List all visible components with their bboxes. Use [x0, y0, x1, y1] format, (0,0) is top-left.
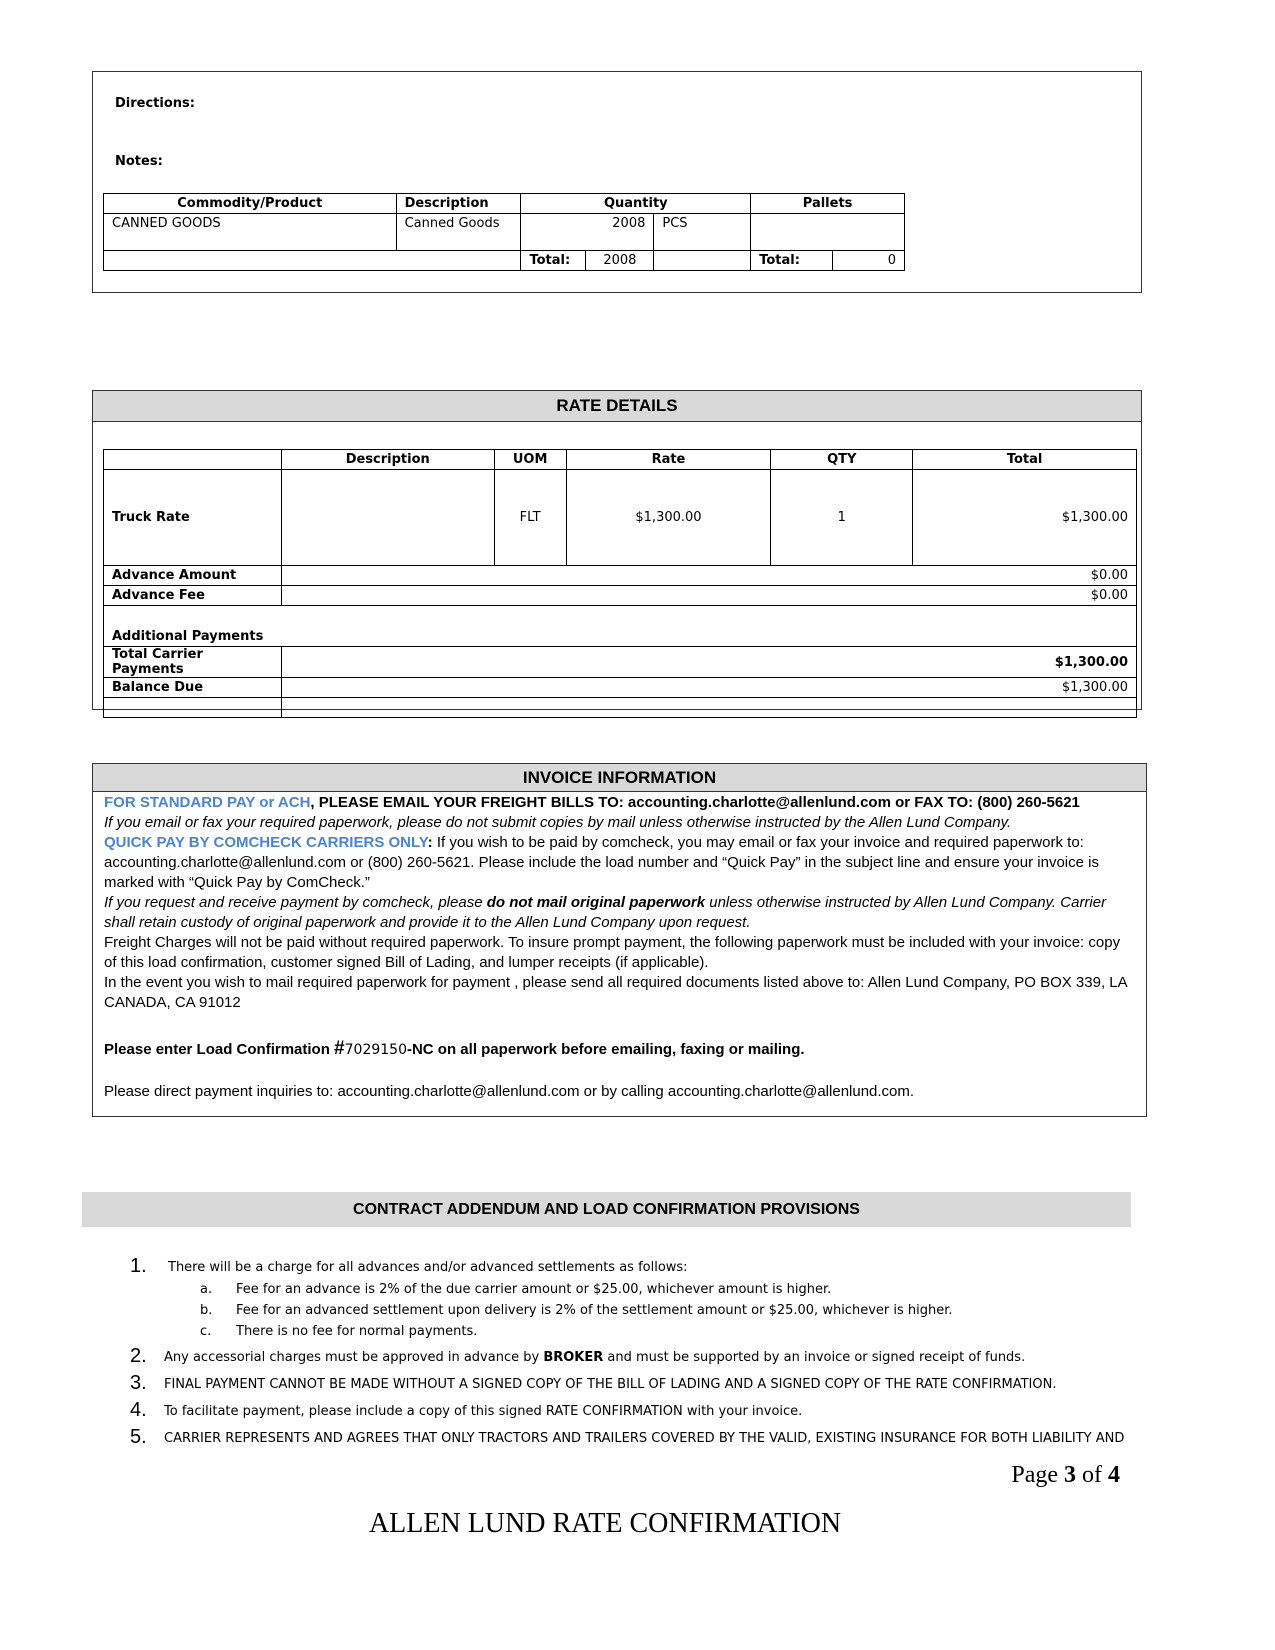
document-title: ALLEN LUND RATE CONFIRMATION — [368, 1508, 842, 1539]
page-word: Page — [1011, 1462, 1058, 1488]
advance-amount-label: Advance Amount — [104, 566, 282, 586]
advance-fee-label: Advance Fee — [104, 586, 282, 606]
provision-1c-letter: c. — [200, 1324, 212, 1339]
freight-charges: Freight Charges will not be paid without required paperwork. To insure prompt payment, the following paperwork must be included with your invoice: copy of this load confirmation, customer signed Bill of Lading, and lumper receipts (if applicable). — [104, 934, 1121, 971]
provision-4-text: To facilitate payment, please include a copy of this signed RATE CONFIRMATION with your invoice. — [164, 1404, 803, 1419]
rate-header-blank — [104, 450, 282, 470]
page-current: 3 — [1064, 1462, 1076, 1488]
rate-header-total: Total — [913, 450, 1137, 470]
rate-details-title: RATE DETAILS — [93, 391, 1141, 422]
directions-label: Directions: — [115, 96, 195, 111]
provision-number-5: 5. — [130, 1426, 147, 1448]
header-description: Description — [396, 194, 521, 214]
page-total: 4 — [1108, 1462, 1120, 1488]
page-number — [1011, 1462, 1120, 1489]
row-description: Canned Goods — [396, 214, 521, 251]
quantity-total-value: 2008 — [586, 251, 654, 271]
truck-rate-uom: FLT — [494, 470, 566, 566]
mail-address: In the event you wish to mail required paperwork for payment , please send all required documents listed above to: Allen Lund Company, PO BOX 339, LA CANADA, CA 91012 — [104, 974, 1127, 1011]
provision-1-text: There will be a charge for all advances and/or advanced settlements as follows: — [168, 1260, 688, 1275]
provision-1a-letter: a. — [200, 1282, 213, 1297]
provisions-title: CONTRACT ADDENDUM AND LOAD CONFIRMATION PROVISIONS — [82, 1192, 1131, 1227]
load-confirmation-line — [104, 1039, 1134, 1060]
advance-fee-value: $0.00 — [281, 586, 1136, 606]
comcheck-note-a: If you request and receive payment by comcheck, please — [104, 894, 487, 911]
provision-1b-text: Fee for an advanced settlement upon delivery is 2% of the settlement amount or $25.00, whichever is higher. — [236, 1303, 953, 1318]
row-quantity: 2008 — [521, 214, 654, 251]
rate-header-rate: Rate — [566, 450, 771, 470]
provision-5-text: CARRIER REPRESENTS AND AGREES THAT ONLY TRACTORS AND TRAILERS COVERED BY THE VALID, EXISTING INSURANCE FOR BOTH LIABILITY AND — [164, 1431, 1125, 1446]
quantity-total-blank — [654, 251, 751, 271]
provision-number-2: 2. — [130, 1345, 147, 1367]
provision-1a-text: Fee for an advance is 2% of the due carrier amount or $25.00, whichever amount is higher. — [236, 1282, 832, 1297]
provision-2-bold: BROKER — [543, 1350, 604, 1365]
load-conf-b: -NC on all paperwork before emailing, faxing or mailing. — [406, 1041, 805, 1058]
standard-pay-line — [104, 793, 1134, 813]
truck-rate-description — [281, 470, 494, 566]
header-commodity: Commodity/Product — [104, 194, 397, 214]
comcheck-note-bold: do not mail original paperwork — [486, 894, 706, 911]
row-commodity: CANNED GOODS — [104, 214, 397, 251]
provision-2-b: and must be supported by an invoice or signed receipt of funds. — [603, 1350, 1026, 1365]
provision-2-a: Any accessorial charges must be approved in advance by — [164, 1350, 544, 1365]
total-carrier-payments-value: $1,300.00 — [281, 647, 1136, 678]
quick-pay-line: QUICK PAY BY COMCHECK CARRIERS ONLY: If you wish to be paid by comcheck, you may email or fax your invoice and required paperwork to: accounting.charlotte@allenlund.com or (800) 260-5621. Please include the load number and “Quick Pay” in the subject line and ensure your invoice is marked with “Quick Pay by ComCheck.” — [104, 834, 1099, 891]
comcheck-note-b: unless otherwise instructed by Allen Lund Company. Carrier shall retain custody of original paperwork and provide it to the Allen Lund Company upon request. — [104, 894, 1107, 931]
standard-pay-label: FOR STANDARD PAY or ACH — [104, 794, 311, 811]
notes-label: Notes: — [115, 154, 163, 169]
total-carrier-payments-label: Total Carrier Payments — [104, 647, 282, 678]
balance-due-value: $1,300.00 — [281, 678, 1136, 698]
payment-inquiries: Please direct payment inquiries to: accounting.charlotte@allenlund.com or by calling accounting.charlotte@allenlund.com. — [104, 1083, 915, 1100]
invoice-body — [104, 793, 1134, 1102]
rate-header-uom: UOM — [494, 450, 566, 470]
rate-header-qty: QTY — [771, 450, 913, 470]
quick-pay-text: If you wish to be paid by comcheck, you may email or fax your invoice and required paperwork to: accounting.charlotte@allenlund.com or (800) 260-5621. Please include the load number and “Quick Pay” in the subject line and ensure your invoice is marked with “Quick Pay by ComCheck.” — [104, 834, 1099, 891]
truck-rate-qty: 1 — [771, 470, 913, 566]
truck-rate-rate: $1,300.00 — [566, 470, 771, 566]
load-conf-a: Please enter Load Confirmation — [104, 1041, 335, 1058]
pallets-total-value: 0 — [833, 251, 905, 271]
load-conf-number: 7029150 — [344, 1042, 407, 1058]
invoice-title: INVOICE INFORMATION — [93, 764, 1146, 792]
header-quantity: Quantity — [521, 194, 751, 214]
truck-rate-label: Truck Rate — [104, 470, 282, 566]
header-pallets: Pallets — [751, 194, 905, 214]
standard-pay-text: , PLEASE EMAIL YOUR FREIGHT BILLS TO: accounting.charlotte@allenlund.com or FAX TO: (800) 260-5621 — [310, 794, 1080, 811]
provision-number-3: 3. — [130, 1372, 147, 1394]
advance-amount-value: $0.00 — [281, 566, 1136, 586]
empty-row-value — [281, 698, 1136, 718]
rate-header-description: Description — [281, 450, 494, 470]
additional-payments-label: Additional Payments — [104, 606, 1137, 647]
pallets-total-label: Total: — [751, 251, 833, 271]
rate-table — [103, 449, 1137, 718]
balance-due-label: Balance Due — [104, 678, 282, 698]
row-pallets — [751, 214, 905, 251]
provision-number-4: 4. — [130, 1399, 147, 1421]
quantity-total-label: Total: — [521, 251, 586, 271]
empty-row-label — [104, 698, 282, 718]
provision-3-text: FINAL PAYMENT CANNOT BE MADE WITHOUT A SIGNED COPY OF THE BILL OF LADING AND A SIGNED COPY OF THE RATE CONFIRMATION. — [164, 1377, 1057, 1392]
truck-rate-total: $1,300.00 — [913, 470, 1137, 566]
provision-number-1: 1. — [130, 1255, 147, 1277]
quick-pay-label: QUICK PAY BY COMCHECK CARRIERS ONLY — [104, 834, 428, 851]
provision-1c-text: There is no fee for normal payments. — [236, 1324, 478, 1339]
provision-1b-letter: b. — [200, 1303, 213, 1318]
provision-2-text — [164, 1350, 1025, 1365]
comcheck-note — [104, 893, 1134, 933]
page-of: of — [1082, 1462, 1102, 1488]
total-spacer — [104, 251, 521, 271]
commodity-table — [103, 193, 905, 271]
row-unit: PCS — [654, 214, 751, 251]
mail-note: If you email or fax your required paperwork, please do not submit copies by mail unless otherwise instructed by the Allen Lund Company. — [104, 814, 1012, 831]
load-conf-hash: # — [334, 1038, 345, 1059]
